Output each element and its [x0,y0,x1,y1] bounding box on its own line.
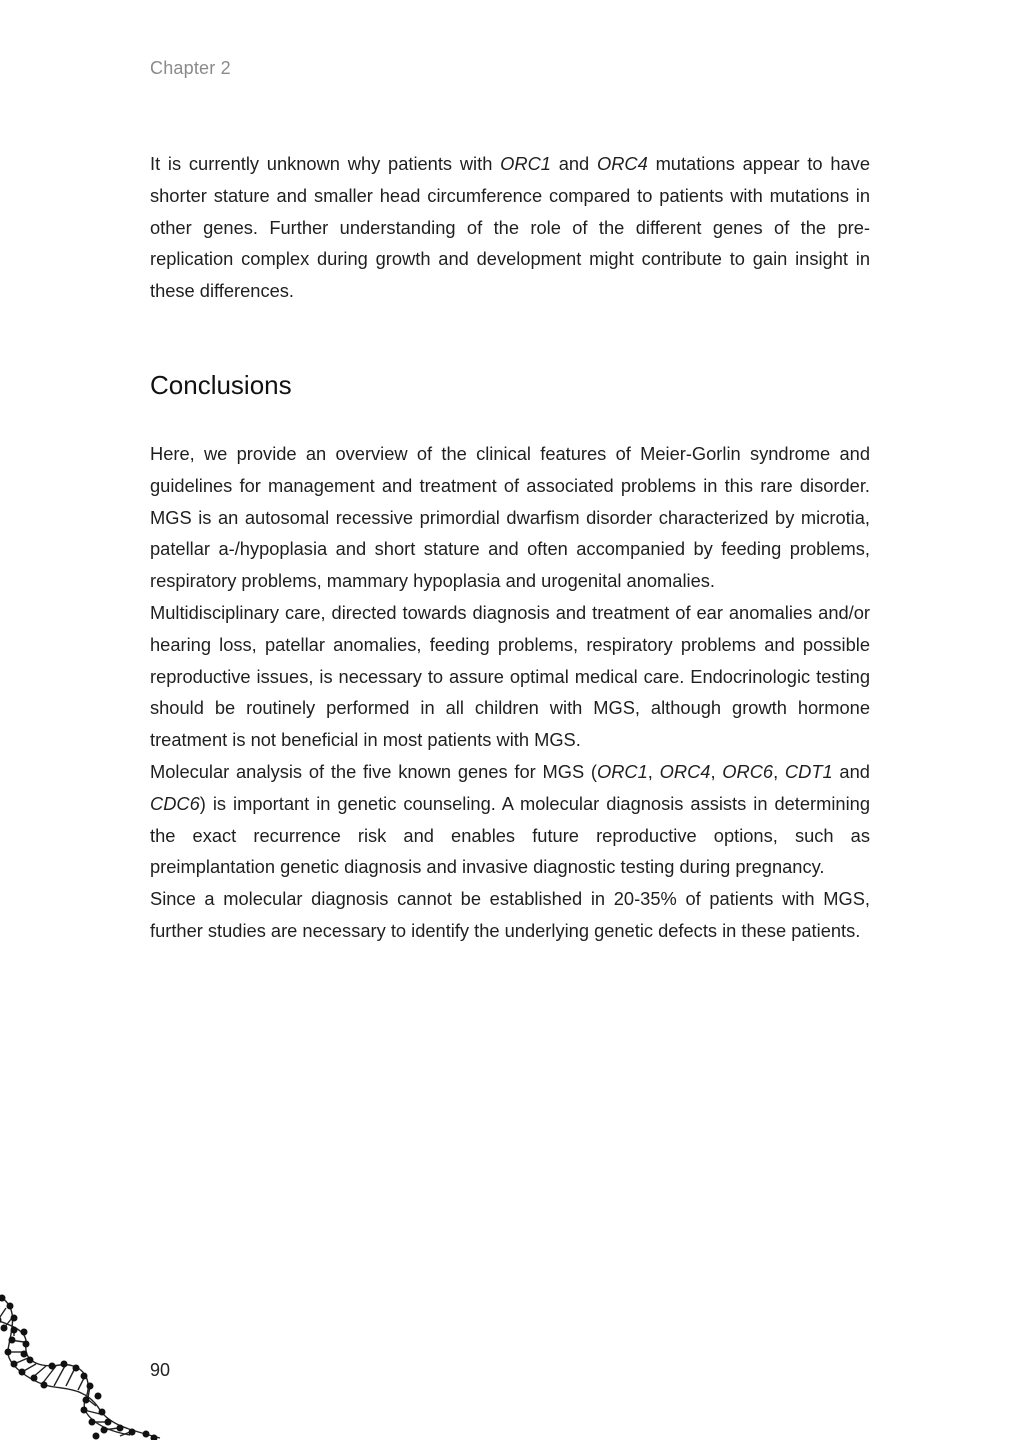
dna-helix-icon [0,1290,170,1440]
conclusions-body [150,438,870,947]
gene-orc1: ORC1 [500,153,551,174]
intro-text-1: It is currently unknown why patients with [150,153,501,174]
conclusions-paragraph-2: Multidisciplinary care, directed towards diagnosis and treatment of ear anomalies and/or hearing loss, patellar anomalies, feeding problems, respiratory problems and possible reproductive issues, is necessary to assure optimal medical care. Endocrinologic testing should be routinely performed in all children with MGS, although growth hormone treatment is not beneficial in most patients with MGS. [150,601,870,751]
conclusions-paragraph-4: Since a molecular diagnosis cannot be established in 20-35% of patients with MGS, further studies are necessary to identify the underlying genetic defects in these patients. [150,888,870,941]
gene-orc6: ORC6 [722,760,774,782]
section-title-conclusions: Conclusions [150,369,292,400]
p3-text-1: Molecular analysis of the five known genes for MGS ( [150,760,597,782]
p3-sep-2: , [710,760,723,782]
intro-text-3: mutations appear to have shorter stature and smaller head circumference compared to patients with mutations in other genes. Further understanding of the role of the different genes of the pre-replication complex during growth and development might contribute to gain insight in these differences. [150,153,870,302]
conclusions-paragraph-1: Here, we provide an overview of the clinical features of Meier-Gorlin syndrome and guidelines for management and treatment of associated problems in this rare disorder. MGS is an autosomal recessive primordial dwarfism disorder characterized by microtia, patellar a-/hypoplasia and short stature and often accompanied by feeding problems, respiratory problems, mammary hypoplasia and urogenital anomalies. [150,442,870,592]
gene-cdt1: CDT1 [784,760,833,782]
gene-cdc6: CDC6 [150,792,200,814]
p3-sep-1: , [647,760,660,782]
p3-text-2: ) is important in genetic counseling. A molecular diagnosis assists in determining the exact recurrence risk and enables future reproductive options, such as preimplantation genetic diagnosis and invasive diagnostic testing during pregnancy. [150,792,870,878]
intro-text-2: and [550,153,597,174]
intro-paragraph [150,148,870,307]
p3-sep-3: , [773,760,785,782]
gene-orc1: ORC1 [597,760,648,782]
gene-orc4: ORC4 [597,153,648,174]
running-head: Chapter 2 [150,58,231,78]
gene-orc4: ORC4 [659,760,711,782]
conclusions-paragraph-3 [150,756,870,883]
main-content [150,148,870,947]
p3-sep-4: and [832,760,870,782]
page-number: 90 [150,1360,171,1380]
